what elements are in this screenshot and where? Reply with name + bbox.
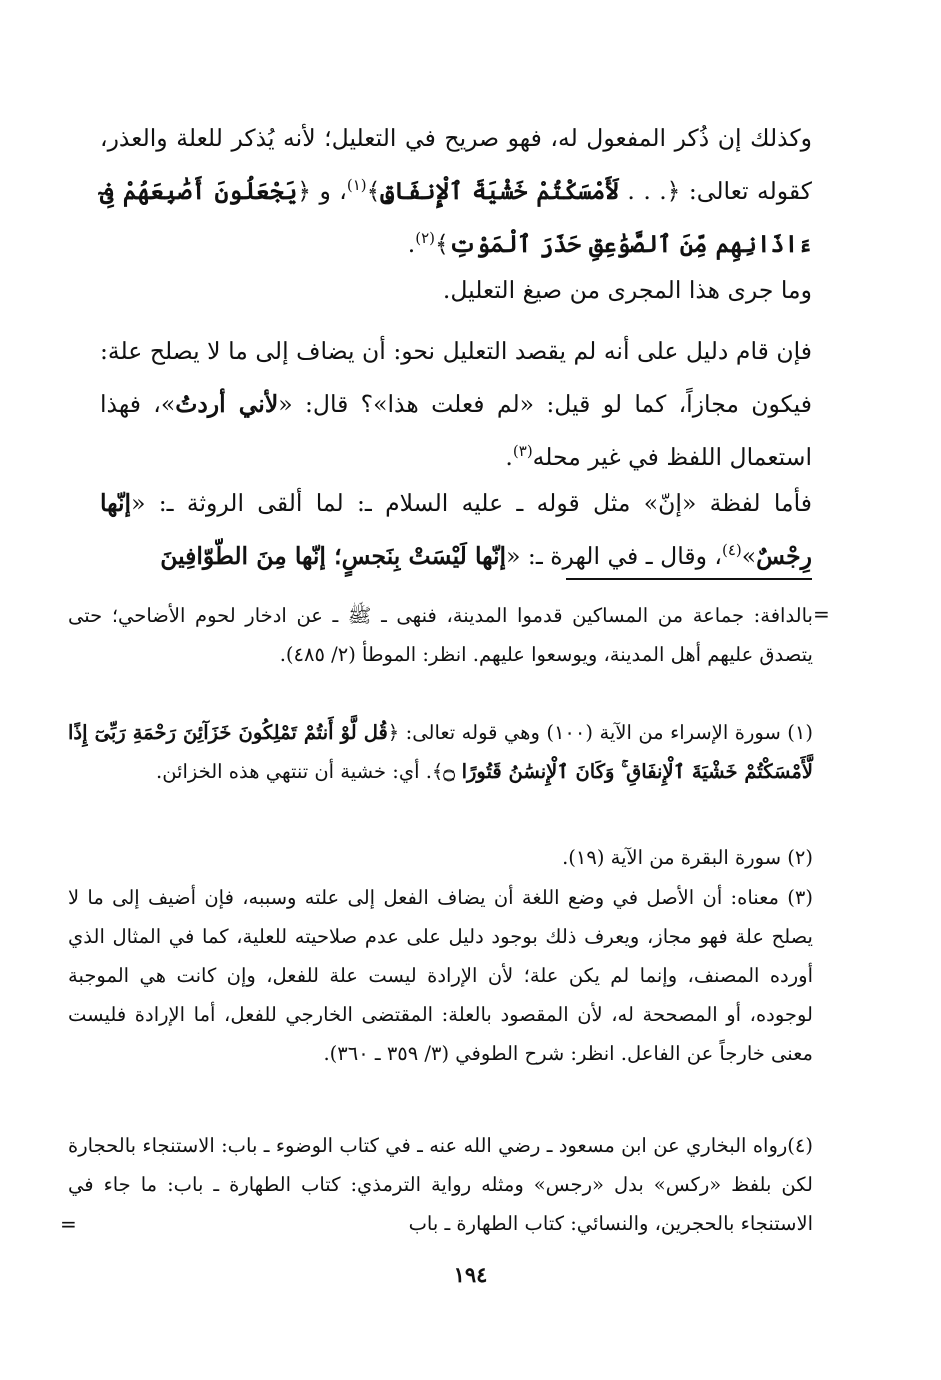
paragraph-text: فإن قام دليل على أنه لم يقصد التعليل نحو: أن يضاف إلى ما لا يصلح علة: فيكون مجازاً، كما لو قيل: «لم فعلت هذا»؟ قال: « [100, 337, 812, 418]
paragraph-text: ، وقال ـ في الهرة ـ: « [506, 542, 722, 570]
page-number: ١٩٤ [453, 1262, 488, 1287]
quran-quote: يَجْعَلُونَ أَصَٰبِعَهُمْ فِىٓ ءَاذَانِهِم مِّنَ ٱلصَّوَٰعِقِ حَذَرَ ٱلْمَوْتِ [100, 177, 812, 258]
footnote-text: معناه: أن الأصل في وضع اللغة أن يضاف الفعل إلى علته وسببه، فإن أضيف إلى ما لا يصلح علة فهو مجاز، ويعرف ذلك بوجود دليل على عدم صلاحيته للعلية، كما في المثال الذي أورده المصنف، وإنما لم يكن علة؛ لأن الإرادة ليست علة للفعل، وإن كانت هي الموجبة لوجوده، أو المصححة له، لأن المقصود بالعلة: المقتضى الخارجي للفعل، أما الإرادة فليست معنى خارجاً عن الفاعل. انظر: شرح الطوفي (٣/ ٣٥٩ ـ ٣٦٠). [68, 886, 813, 1065]
paragraph-text: ، و ﴿ [297, 177, 347, 205]
footnote-ref[interactable]: (٤) [721, 541, 742, 560]
footnote-number: (٣) [787, 886, 813, 909]
paragraph-metaphor [100, 325, 812, 484]
paragraph-causation-object: وكذلك إن ذُكر المفعول له، فهو صريح في التعليل؛ لأنه يُذكر للعلة والعذر، كقوله تعالى: ﴿. . . لَأَمْسَكْتُمْ خَشْيَةَ ٱلْإِنفَاقِ﴾$^{(١)}$، و ﴿يَجْعَلُونَ أَصَٰبِعَهُمْ فِىٓ ءَاذَانِهِم مِّنَ ٱلصَّوَٰعِقِ حَذَرَ ٱلْمَوْتِ﴾$^{(٢)}$. [100, 124, 812, 258]
paragraph-similar-forms: وما جرى هذا المجرى من صيغ التعليل. [442, 276, 812, 304]
footnote-text: سورة الإسراء من الآية (١٠٠) وهي قوله تعالى: ﴿ [387, 721, 788, 744]
hadith-quote: إنّها رِجْسٌ [100, 489, 812, 570]
paragraph-text: . [505, 443, 513, 471]
footnote-2 [68, 838, 813, 877]
footnote-ref[interactable]: (١) [346, 176, 367, 195]
paragraph-inna [100, 477, 812, 583]
quran-quote: قُل لَّوْ أَنتُمْ تَمْلِكُونَ خَزَآئِنَ رَحْمَةِ رَبِّىٓ إِذًا لَّأَمْسَكْتُمْ خَشْيَةَ ٱلْإِنفَاقِ ۚ وَكَانَ ٱلْإِنسَٰنُ قَتُورًا ۝ [68, 721, 813, 783]
footnote-1 [68, 713, 813, 791]
footnote-number: (٢) [787, 846, 813, 869]
paragraph-text: . [407, 230, 416, 258]
footnote-number: (٤) [787, 1134, 813, 1157]
footnote-number: (١) [787, 721, 813, 744]
footnote-text: رواه البخاري عن ابن مسعود ـ رضي الله عنه ـ في كتاب الوضوء ـ باب: الاستنجاء بالحجارة لكن بلفظ «ركس» بدل «رجس» ومثله رواية الترمذي: كتاب الطهارة ـ باب: ما جاء في الاستنجاء بالحجرين، والنسائي: كتاب الطهارة ـ باب [68, 1134, 813, 1235]
footnote-continued: بالدافة: جماعة من المساكين قدموا المدينة، فنهى ـ ﷺ ـ عن ادخار لحوم الأضاحي؛ حتى يتصدق عليهم أهل المدينة، ويوسعوا عليهم. انظر: الموطأ (٢/ ٤٨٥). [68, 604, 813, 666]
continuation-marker: = [60, 1212, 77, 1236]
paragraph-text: » [741, 542, 757, 570]
footnote-4 [68, 1126, 813, 1243]
paragraph-text: وكذلك إن ذُكر المفعول له، فهو صريح في التعليل؛ لأنه يُذكر للعلة والعذر، كقوله تعالى: ﴿. . . [100, 124, 812, 205]
paragraph-text: »، فهذا استعمال اللفظ في غير محله [100, 390, 812, 471]
quran-quote: لَأَمْسَكْتُمْ خَشْيَةَ ٱلْإِنفَاقِ [380, 177, 619, 205]
footnote-ref[interactable]: (٣) [512, 442, 533, 461]
continuation-marker: = [813, 602, 830, 626]
footnote-separator [566, 578, 812, 580]
footnote-ref[interactable]: (٢) [415, 229, 436, 248]
footnote-text: سورة البقرة من الآية (١٩). [562, 846, 788, 869]
hadith-quote: إنّها لَيْسَتْ بِنَجسٍ؛ إنّها مِنَ الطّوّافِينَ [160, 542, 507, 570]
footnote-text: ﴾. أي: خشية أن تنتهي هذه الخزائن. [156, 760, 444, 783]
quoted-phrase: لأني أردتُ [175, 390, 279, 418]
footnote-3 [68, 878, 813, 1073]
paragraph-text: فأما لفظة «إنّ» مثل قوله ـ عليه السلام ـ: لما ألقى الروثة ـ: « [131, 489, 812, 517]
